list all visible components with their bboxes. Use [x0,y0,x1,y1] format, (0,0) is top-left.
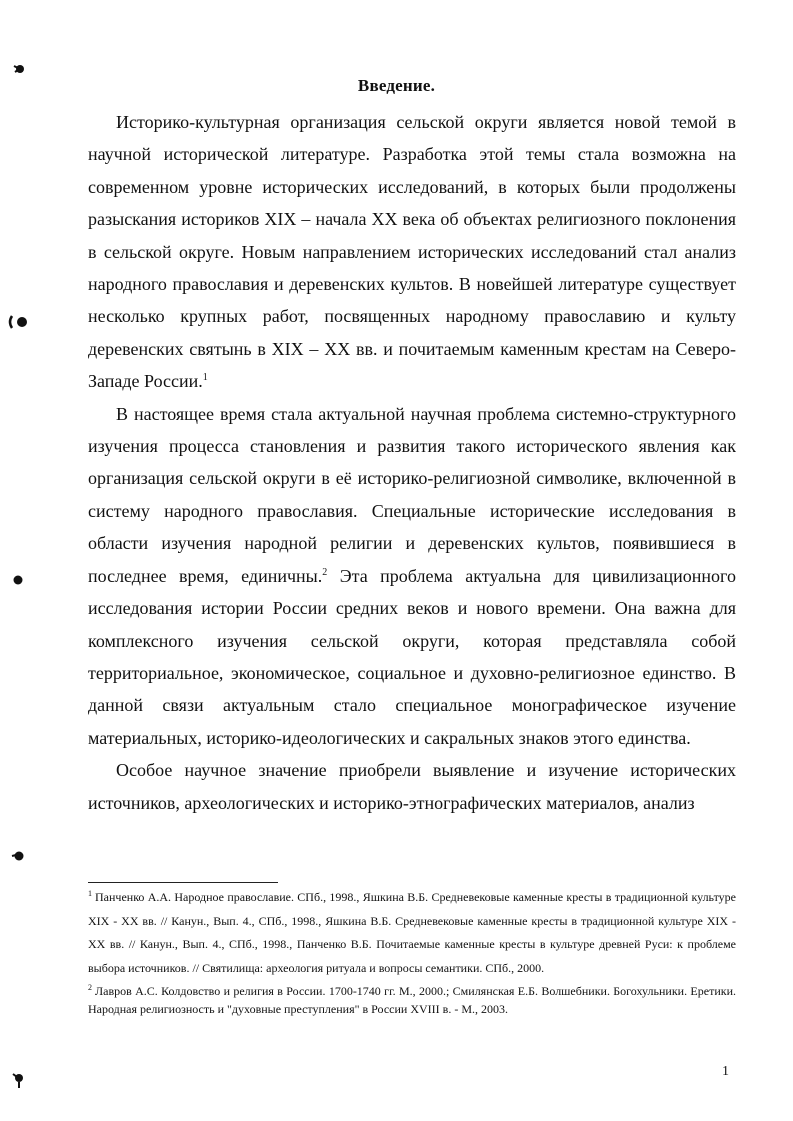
footnote-reference: 2 [322,566,328,578]
binding-hole-mark [0,302,40,342]
binding-hole-mark [0,560,40,600]
page-number: 1 [722,1064,729,1079]
paragraph [88,106,736,398]
paragraph [88,754,736,819]
paragraph-text: В настоящее время стала актуальной научная проблема системно-структурного изучения процесса становления и развития такого исторического явления как организация сельской округи в её историко-религиозной символике, включенной в систему народного православия. Специальные исторические исследования в области изучения народной религии и деревенских культов, появившиеся в последнее время, единичны. [88,403,736,586]
paragraph-text: Эта проблема актуальна для цивилизационного исследования истории России средних веков и нового времени. Она важна для комплексного изучения сельской округи, которая представляла собой территориальное, экономическое, социальное и духовно-религиозное единство. В данной связи актуальным стало специальное монографическое изучение материальных, историко-идеологических и сакральных знаков этого единства. [88,565,736,748]
footnote-number: 2 [88,983,92,992]
footnote-reference: 1 [202,372,208,384]
footnote [88,982,736,1018]
footnote-separator [88,882,278,883]
paragraph [88,398,736,754]
footnotes [88,886,736,1018]
footnote-text: Панченко А.А. Народное православие. СПб., 1998., Яшкина В.Б. Средневековые каменные кресты в традиционной культуре XIX - XX вв. // Канун., Вып. 4., СПб., 1998., Яшкина В.Б. Средневековые каменные кресты в традиционной культуре XIX - XX вв. // Канун., Вып. 4., СПб., 1998., Панченко В.Б. Почитаемые каменные кресты в культуре древней Руси: к проблеме выбора источников. // Святилища: археология ритуала и вопросы семантики. СПб., 2000. [88,890,736,975]
main-text [88,106,736,819]
binding-hole-mark [0,838,40,878]
paragraph-text: Историко-культурная организация сельской округи является новой темой в научной исторической литературе. Разработка этой темы стала возможна на современном уровне исторических исследований, в которых были продолжены разыскания историков XIX – начала XX века об объектах религиозного поклонения в сельской округе. Новым направлением исторических исследований стал анализ народного православия и деревенских культов. В новейшей литературе существует несколько крупных работ, посвященных народному православию и культу деревенских святынь в XIX – XX вв. и почитаемым каменным крестам на Северо-Западе России. [88,112,736,392]
footnote-number: 1 [88,889,92,898]
binding-hole-mark [0,1060,40,1100]
paragraph-text: Особое научное значение приобрели выявление и изучение исторических источников, археологических и историко-этнографических материалов, анализ [88,760,736,813]
page-heading: Введение. [357,76,436,95]
footnote-text: Лавров А.С. Колдовство и религия в России. 1700-1740 гг. М., 2000.; Смилянская Е.Б. Волшебники. Богохульники. Еретики. Народная религиозность и "духовные преступления" в России XVIII в. - М., 2003. [88,984,736,1016]
footnote [88,886,736,980]
